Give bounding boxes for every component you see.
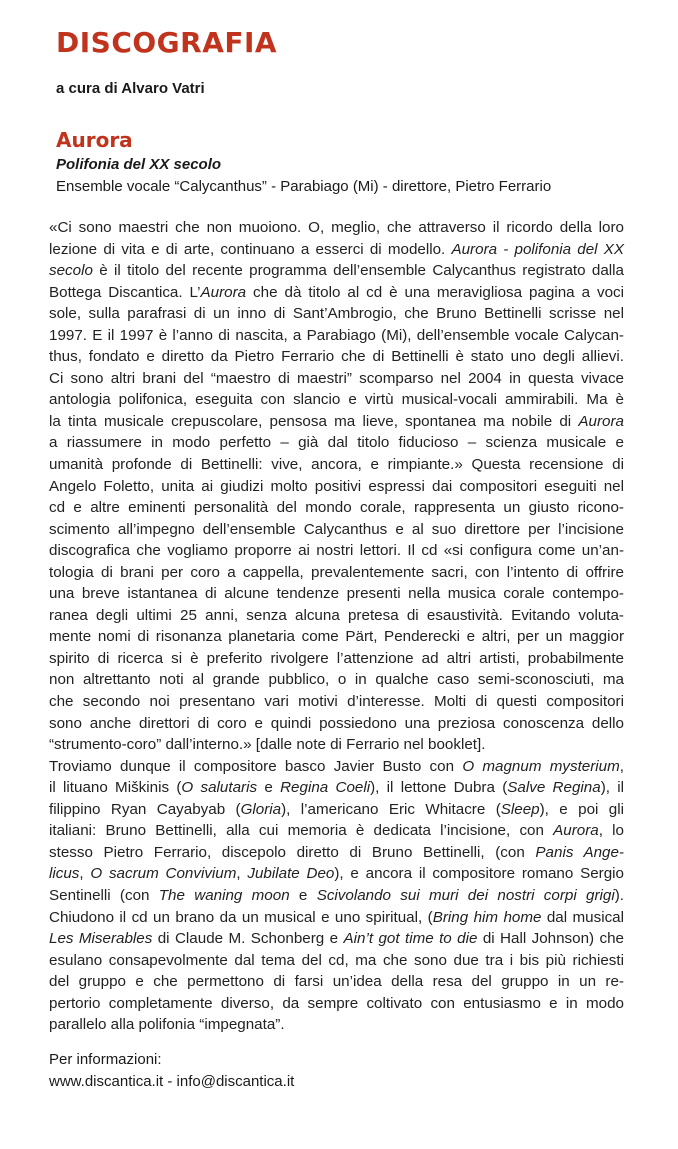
body-text-run: di Claude M. Schonberg e [152, 930, 344, 948]
body-text-run: scimento all’impegno dell’ensemble Calycanthus e al suo direttore per l’incisione [49, 520, 624, 538]
body-text-run: Ci sono altri brani del “maestro di maestri” scomparso nel 2004 in questa vivace [49, 369, 624, 387]
body-line [49, 799, 624, 821]
body-text-run: Ain’t got time to die [343, 930, 478, 948]
body-text-run: O magnum mysterium [462, 757, 620, 775]
body-text-run: Chiudono il cd un brano da un musical e uno spiritual, ( [49, 908, 433, 926]
body-text-run: mente nomi di risonanza planetaria come Pärt, Penderecki e altri, per un maggior [49, 628, 624, 646]
body-text-run: , [79, 865, 91, 883]
body-text-run: il lituano Miškinis ( [49, 779, 182, 797]
body-text-run: licus [49, 865, 80, 883]
info-label: Per informazioni: [49, 1051, 162, 1068]
body-line [49, 950, 624, 972]
body-line [49, 907, 624, 929]
body-text-run: Aurora [553, 822, 599, 840]
body-line [49, 432, 624, 454]
body-text-run: O sacrum Convivium [90, 865, 237, 883]
body-line [49, 346, 624, 368]
body-text-run: discografica che vogliamo proporre ai nostri lettori. Il cd «si configura come un’an- [49, 542, 624, 560]
body-text-run: “strumento-coro” dall’interno.» [dalle note di Ferrario nel booklet]. [49, 736, 486, 754]
body-line [49, 540, 624, 562]
body-text-run: thus, fondato e diretto da Pietro Ferrario che di Bettinelli è stato uno degli allievi. [49, 348, 624, 366]
body-text-run: Sleep [500, 800, 540, 818]
body-text-run: ). [614, 886, 624, 904]
body-text-run: di Hall Johnson) che [477, 930, 624, 948]
body-line [49, 303, 624, 325]
body-text-run: ), il lettone Dubra ( [370, 779, 508, 797]
album-title: Aurora [56, 128, 133, 152]
body-line [49, 777, 624, 799]
body-line [49, 260, 624, 282]
body-text-run: Bottega Discantica. L’ [49, 283, 201, 301]
body-text-run: che dà titolo al cd è una meravigliosa pagina a voci [246, 283, 624, 301]
body-line [49, 389, 624, 411]
body-text-run: che secondo noi presentano vari motivi d’interesse. Molti di questi compositori [49, 693, 624, 711]
body-text-run: 1997. E il 1997 è l’anno di nascita, a Parabiago (Mi), dell’ensemble vocale Calycan- [49, 326, 624, 344]
body-text-run: Troviamo dunque il compositore basco Javier Busto con [49, 757, 463, 775]
body-text-run: cd e altre eminenti personalità del mondo corale, rappresenta un giusto ricono- [49, 499, 624, 517]
body-text-run: non altrettanto noti al grande pubblico, o in qualche caso semi-sconosciuti, ma [49, 671, 624, 689]
body-text-run: Bring him home [432, 908, 542, 926]
body-text-run: esulano consapevolmente dal tema del cd, ma che sono due tra i bis più richiesti [49, 951, 624, 969]
curator-line: a cura di Alvaro Vatri [56, 80, 205, 97]
body-line [49, 993, 624, 1015]
body-line [49, 519, 624, 541]
body-text-run: Aurora - polifonia del XX [451, 240, 625, 258]
album-subtitle: Polifonia del XX secolo [56, 156, 222, 173]
body-text-run: sole, sulla parafrasi di un inno di Sant’Ambrogio, che Bruno Bettinelli scrisse nel [49, 305, 624, 323]
body-text-run: ), l’americano Eric Whitacre ( [281, 800, 501, 818]
body-text-run: e [257, 779, 281, 797]
body-text-run: pertorio completamente diverso, da sempre coltivato con entusiasmo e in modo [49, 994, 624, 1012]
body-line [49, 583, 624, 605]
body-line [49, 1014, 624, 1036]
body-text-run: sono anche direttori di coro e quindi possiedono una preziosa conoscenza dello [49, 714, 624, 732]
body-text-run: parallelo alla polifonia “impegnata”. [49, 1016, 285, 1034]
body-text-run: , [619, 757, 624, 775]
body-text-run: ), e poi gli [539, 800, 624, 818]
body-line [49, 842, 624, 864]
album-credits: Ensemble vocale “Calycanthus” - Parabiago (Mi) - direttore, Pietro Ferrario [56, 178, 552, 195]
body-line [49, 605, 624, 627]
body-text-run: secolo [49, 262, 93, 280]
body-text-run: , [236, 865, 248, 883]
body-text-run: lezione di vita e di arte, continuano a esserci di modello. [49, 240, 452, 258]
body-text-run: Aurora [578, 412, 624, 430]
body-text-run: Jubilate Deo [247, 865, 335, 883]
body-text-run: Aurora [200, 283, 247, 301]
body-text-run: Salve Regina [507, 779, 601, 797]
body-text-run: tologia di brani per coro a cappella, prevalentemente sacri, con l’intento di offrire [49, 563, 624, 581]
body-text-run: a riassumere in modo perfetto – già dal titolo fiducioso – scienza musicale e [49, 434, 624, 452]
body-line [49, 928, 624, 950]
body-text-run: del gruppo e che permettono di farsi un’idea della resa del gruppo in un re- [49, 973, 624, 991]
body-line [49, 734, 624, 756]
body-text-run: Les Miserables [49, 930, 153, 948]
body-text-run: Regina Coeli [280, 779, 371, 797]
body-line [49, 217, 624, 239]
body-text-run: spirito di ricerca si è preferito rivolgere l’attenzione ad altri artisti, probabilmente [49, 649, 624, 667]
body-line [49, 411, 624, 433]
body-line [49, 454, 624, 476]
body-line [49, 368, 624, 390]
body-line [49, 325, 624, 347]
body-line [49, 863, 624, 885]
body-text-run: ), e ancora il compositore romano Sergio [334, 865, 624, 883]
body-line [49, 497, 624, 519]
body-text-run: Sentinelli (con [49, 886, 159, 904]
body-text-run: una breve istantanea di alcune tendenze presenti nella musica corale contempo- [49, 585, 624, 603]
body-line [49, 239, 624, 261]
body-text-run: «Ci sono maestri che non muoiono. O, meglio, che attraverso il ricordo della loro [49, 219, 624, 236]
body-line [49, 971, 624, 993]
body-text-run: dal musical [541, 908, 624, 926]
review-body [49, 217, 624, 1036]
body-text-run: italiani: Bruno Bettinelli, alla cui memoria è dedicata l’incisione, con [49, 822, 554, 840]
body-line [49, 648, 624, 670]
body-text-run: Panis Ange- [535, 843, 624, 861]
body-text-run: The waning moon [158, 886, 290, 904]
body-text-run: ), il [600, 779, 624, 797]
body-line [49, 691, 624, 713]
body-text-run: stesso Pietro Ferrario, discepolo diretto di Bruno Bettinelli, (con [49, 843, 536, 861]
body-line [49, 756, 624, 778]
body-text-run: è il titolo del recente programma dell’ensemble Calycanthus registrato dalla [92, 262, 624, 280]
section-title: DISCOGRAFIA [56, 26, 278, 59]
body-line [49, 820, 624, 842]
body-line [49, 669, 624, 691]
body-text-run: la tinta musicale crepuscolare, pensosa ma lieve, spontanea ma nobile di [49, 412, 579, 430]
body-text-run: antologia polifonica, eseguita con slancio e virtù musical-vocali ammirabili. Ma è [49, 391, 624, 409]
body-line [49, 282, 624, 304]
body-line [49, 626, 624, 648]
body-line [49, 562, 624, 584]
body-text-run: O salutaris [181, 779, 258, 797]
body-text-run: Gloria [240, 800, 282, 818]
body-text-run: Angelo Foletto, unita ai giudizi molto positivi espressi dai compositori eseguiti nel [49, 477, 624, 495]
body-line [49, 713, 624, 735]
info-contacts: www.discantica.it - info@discantica.it [49, 1073, 295, 1090]
body-line [49, 885, 624, 907]
body-text-run: e [289, 886, 317, 904]
body-text-run: Scivolando sui muri dei nostri corpi grigi [316, 886, 615, 904]
body-text-run: umanità profonde di Bettinelli: vive, ancora, e rimpiante.» Questa recensione di [49, 456, 624, 474]
body-text-run: ranea degli ultimi 25 anni, senza alcuna pretesa di esaustività. Evitando voluta- [49, 606, 624, 624]
body-text-run: filippino Ryan Cayabyab ( [49, 800, 241, 818]
body-line [49, 476, 624, 498]
body-text-run: , lo [598, 822, 625, 840]
